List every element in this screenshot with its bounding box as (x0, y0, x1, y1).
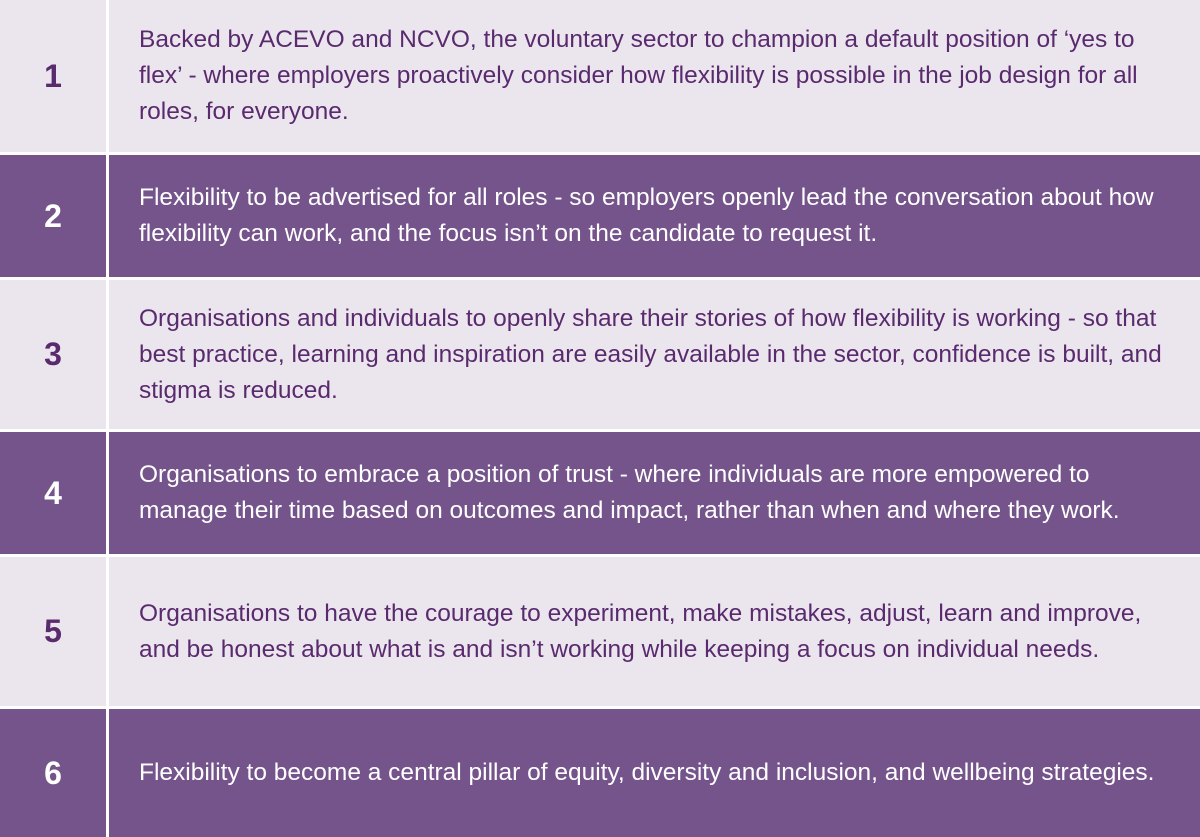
table-row (0, 155, 1200, 277)
row-number: 4 (44, 474, 62, 511)
table-row (0, 432, 1200, 554)
row-text (109, 432, 1200, 554)
row-text-content: Organisations to have the courage to experiment, make mistakes, adjust, learn and improve, and be honest about what is and isn’t working while keeping a focus on individual needs. (139, 599, 1142, 663)
row-number: 2 (44, 197, 62, 234)
row-text-content: Flexibility to become a central pillar of equity, diversity and inclusion, and wellbeing strategies. (139, 759, 1155, 786)
table-row (0, 280, 1200, 429)
table-row (0, 0, 1200, 152)
row-text (109, 280, 1200, 429)
row-text (109, 709, 1200, 837)
row-number: 3 (44, 336, 62, 372)
row-number: 1 (44, 57, 62, 94)
row-text-content: Backed by ACEVO and NCVO, the voluntary sector to champion a default position of ‘yes to flex’ - where employers proactively consider how flexibility is possible in the job design for all roles, for everyone. (139, 26, 1138, 125)
row-text-content: Organisations to embrace a position of trust - where individuals are more empowered to manage their time based on outcomes and impact, rather than when and where they work. (139, 461, 1120, 524)
row-text (109, 557, 1200, 706)
row-number: 5 (44, 613, 62, 649)
row-text (109, 0, 1200, 152)
table-row (0, 709, 1200, 837)
row-text-content: Organisations and individuals to openly share their stories of how flexibility is working - so that best practice, learning and inspiration are easily available in the sector, confidence is built, and stigma is reduced. (139, 304, 1162, 404)
table-row (0, 557, 1200, 706)
row-text (109, 155, 1200, 277)
row-text-content: Flexibility to be advertised for all roles - so employers openly lead the conversation about how flexibility can work, and the focus isn’t on the candidate to request it. (139, 184, 1154, 247)
row-number: 6 (44, 754, 62, 791)
